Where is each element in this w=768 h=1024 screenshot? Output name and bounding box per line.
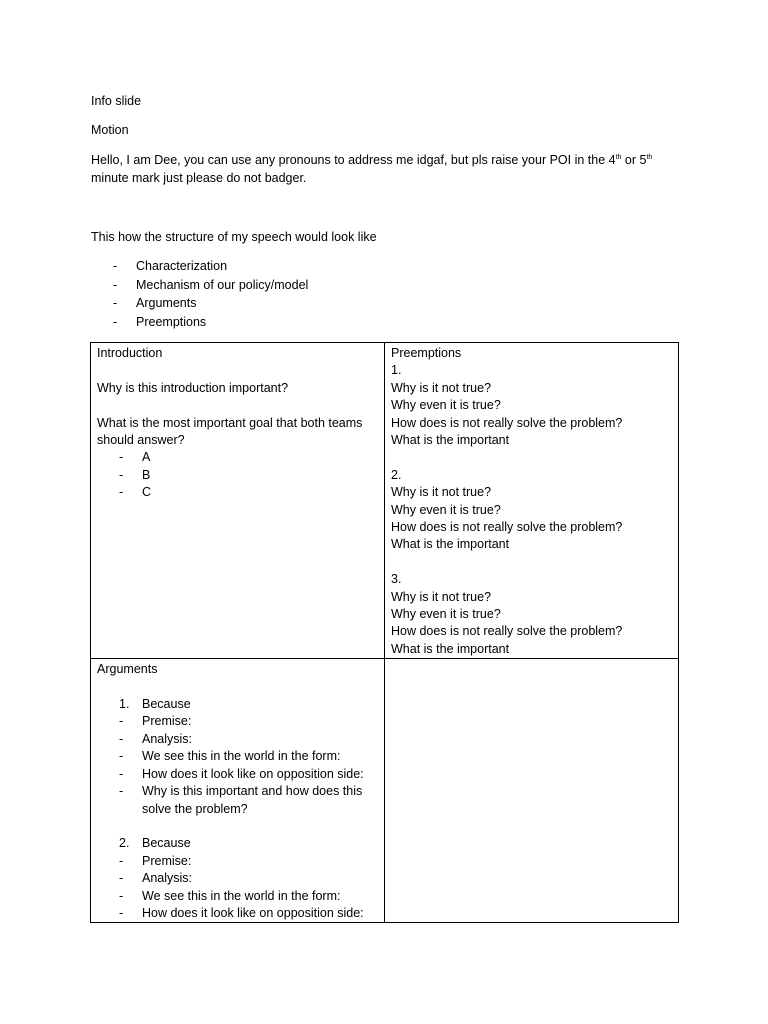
intro-text-part3: minute mark just please do not badger. [91, 171, 307, 185]
preemption-line: How does is not really solve the problem? [391, 520, 623, 535]
ordinal-suffix: th [615, 154, 622, 161]
introduction-goal-question: What is the most important goal that both teams should answer? [97, 415, 363, 447]
preemption-line: What is the important [391, 433, 510, 448]
argument-point [97, 853, 378, 870]
dash-bullet: - [119, 853, 124, 868]
argument-point [97, 783, 378, 818]
table-row [91, 343, 679, 659]
argument-point-text: How does it look like on opposition side: [142, 905, 364, 920]
introduction-cell [91, 343, 385, 659]
argument-number: 2. [119, 836, 130, 851]
list-item-text: Characterization [136, 259, 228, 273]
dash-bullet: - [113, 259, 118, 273]
argument-point [97, 731, 378, 748]
preemption-line: How does is not really solve the problem? [391, 415, 623, 430]
dash-bullet: - [119, 888, 124, 903]
preemption-number: 3. [391, 572, 402, 587]
dash-bullet: - [119, 450, 124, 465]
argument-point [97, 713, 378, 730]
intro-paragraph [91, 151, 681, 187]
argument-point [97, 748, 378, 765]
option-item [97, 467, 378, 484]
dash-bullet: - [119, 784, 124, 799]
argument-heading [97, 835, 378, 852]
introduction-title: Introduction [97, 346, 163, 360]
argument-point-text: Why is this important and how does this solve the problem? [142, 784, 363, 816]
argument-point [97, 888, 378, 905]
list-item [91, 313, 308, 332]
argument-point [97, 766, 378, 783]
dash-bullet: - [113, 296, 118, 311]
dash-bullet: - [119, 871, 124, 886]
intro-text-part1: Hello, I am Dee, you can use any pronouns to address me idgaf, but pls raise your POI in the 4 [91, 153, 616, 167]
list-item-text: Preemptions [136, 315, 207, 330]
argument-point-text: Premise: [142, 853, 192, 868]
option-label: C [142, 485, 152, 500]
structure-lead: This how the structure of my speech would look like [91, 230, 377, 244]
preemption-line: Why is it not true? [391, 589, 492, 604]
dash-bullet: - [113, 277, 118, 292]
preemptions-cell [385, 343, 679, 659]
introduction-question: Why is this introduction important? [97, 380, 289, 395]
option-label: B [142, 467, 151, 482]
info-slide-heading: Info slide [91, 94, 142, 108]
arguments-cell [91, 659, 385, 923]
argument-head: Because [142, 836, 191, 851]
option-label: A [142, 450, 151, 465]
speech-structure-table [90, 342, 679, 923]
preemption-line: Why even it is true? [391, 398, 501, 413]
motion-heading: Motion [91, 123, 129, 137]
preemptions-title: Preemptions [391, 346, 462, 360]
preemption-number: 1. [391, 363, 402, 378]
preemption-number: 2. [391, 467, 402, 482]
argument-point [97, 870, 378, 887]
argument-point-text: Analysis: [142, 871, 193, 886]
dash-bullet: - [119, 766, 124, 781]
argument-heading [97, 696, 378, 713]
table-row [91, 659, 679, 923]
dash-bullet: - [119, 731, 124, 746]
dash-bullet: - [119, 749, 124, 764]
argument-point-text: We see this in the world in the form: [142, 888, 341, 903]
dash-bullet: - [119, 714, 124, 729]
preemption-line: Why is it not true? [391, 485, 492, 500]
intro-text-part2: or 5 [621, 153, 647, 167]
argument-point-text: Premise: [142, 714, 192, 729]
dash-bullet: - [119, 467, 124, 482]
argument-point [97, 905, 378, 922]
arguments-title: Arguments [97, 662, 158, 677]
ordinal-suffix: th [646, 154, 653, 161]
dash-bullet: - [119, 485, 124, 500]
argument-point-text: We see this in the world in the form: [142, 749, 341, 764]
list-item [91, 276, 308, 295]
preemption-line: Why even it is true? [391, 502, 501, 517]
preemption-line: How does is not really solve the problem? [391, 624, 623, 639]
argument-number: 1. [119, 697, 130, 712]
preemption-line: What is the important [391, 641, 510, 656]
preemption-line: Why even it is true? [391, 607, 501, 622]
list-item [91, 294, 308, 313]
dash-bullet: - [119, 905, 124, 920]
argument-point-text: How does it look like on opposition side: [142, 766, 364, 781]
empty-cell [385, 659, 679, 923]
argument-point-text: Analysis: [142, 731, 193, 746]
list-item [91, 257, 308, 276]
preemption-line: Why is it not true? [391, 380, 492, 395]
option-item [97, 449, 378, 466]
dash-bullet: - [113, 315, 118, 330]
option-item [97, 484, 378, 501]
argument-head: Because [142, 697, 191, 712]
list-item-text: Arguments [136, 296, 197, 311]
list-item-text: Mechanism of our policy/model [136, 277, 309, 292]
structure-list [91, 257, 308, 332]
preemption-line: What is the important [391, 537, 510, 552]
